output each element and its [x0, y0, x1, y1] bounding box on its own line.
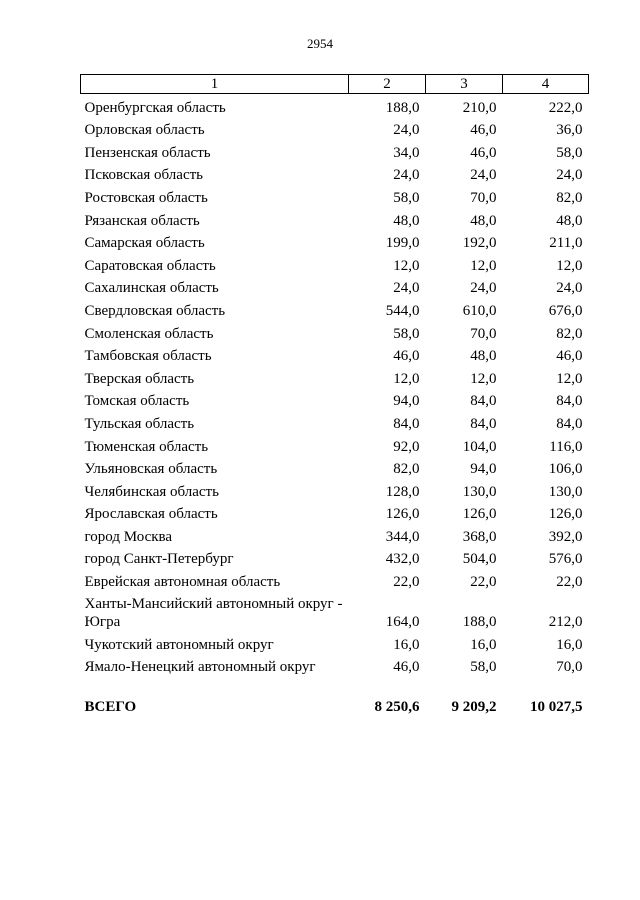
value-col-3: 24,0 — [470, 280, 497, 297]
table-row — [81, 591, 589, 631]
value-col-4: 84,0 — [556, 393, 583, 410]
value-col-3: 368,0 — [462, 528, 497, 545]
value-col-3: 610,0 — [462, 302, 497, 319]
value-col-3: 22,0 — [470, 574, 497, 591]
table-row — [81, 297, 589, 320]
value-col-2: 22,0 — [393, 574, 420, 591]
value-col-3: 210,0 — [462, 99, 497, 116]
value-col-3: 504,0 — [462, 551, 497, 568]
region-name: Чукотский автономный округ — [84, 636, 274, 653]
value-col-4: 576,0 — [548, 551, 583, 568]
total-value-col-4: 10 027,5 — [530, 699, 583, 716]
value-col-4: 82,0 — [556, 325, 583, 342]
value-col-3: 58,0 — [470, 659, 497, 676]
data-table — [80, 74, 589, 716]
table-row — [81, 230, 589, 253]
value-col-4: 211,0 — [549, 235, 583, 252]
value-col-4: 212,0 — [548, 614, 583, 631]
total-label: ВСЕГО — [84, 699, 137, 716]
table-row — [81, 523, 589, 546]
value-col-3: 126,0 — [462, 506, 497, 523]
value-col-4: 84,0 — [556, 415, 583, 432]
table-row — [81, 275, 589, 298]
table-row — [81, 501, 589, 524]
table-body — [81, 94, 589, 717]
value-col-4: 116,0 — [549, 438, 583, 455]
value-col-2: 92,0 — [393, 438, 420, 455]
total-value-col-2: 8 250,6 — [374, 699, 420, 716]
table-row — [81, 184, 589, 207]
value-col-3: 84,0 — [470, 415, 497, 432]
table-row — [81, 546, 589, 569]
table-row — [81, 631, 589, 654]
value-col-3: 48,0 — [470, 348, 497, 365]
value-col-3: 130,0 — [462, 483, 497, 500]
value-col-2: 164,0 — [385, 614, 420, 631]
value-col-4: 12,0 — [556, 370, 583, 387]
table-row — [81, 654, 589, 677]
region-name: город Москва — [84, 528, 173, 545]
value-col-4: 106,0 — [548, 461, 583, 478]
table-row — [81, 343, 589, 366]
value-col-2: 24,0 — [393, 280, 420, 297]
table-row — [81, 365, 589, 388]
value-col-4: 48,0 — [556, 212, 583, 229]
value-col-2: 58,0 — [393, 189, 420, 206]
value-col-2: 544,0 — [385, 302, 420, 319]
header-col-1: 1 — [81, 75, 349, 94]
value-col-2: 34,0 — [393, 144, 420, 161]
value-col-4: 24,0 — [556, 167, 583, 184]
value-col-3: 46,0 — [470, 144, 497, 161]
value-col-4: 46,0 — [556, 348, 583, 365]
table-row — [81, 568, 589, 591]
value-col-2: 432,0 — [385, 551, 420, 568]
value-col-3: 188,0 — [462, 614, 497, 631]
value-col-2: 58,0 — [393, 325, 420, 342]
table-row — [81, 139, 589, 162]
value-col-2: 344,0 — [385, 528, 420, 545]
region-name: Оренбургская область — [84, 99, 226, 116]
value-col-4: 36,0 — [556, 122, 583, 139]
value-col-3: 24,0 — [470, 167, 497, 184]
value-col-3: 94,0 — [470, 461, 497, 478]
value-col-3: 48,0 — [470, 212, 497, 229]
header-col-4: 4 — [503, 75, 589, 94]
region-name: Рязанская область — [84, 212, 200, 229]
region-name: Томская область — [84, 393, 190, 410]
value-col-2: 46,0 — [393, 659, 420, 676]
value-col-2: 12,0 — [393, 370, 420, 387]
region-name: Еврейская автономная область — [84, 574, 281, 591]
value-col-2: 24,0 — [393, 122, 420, 139]
value-col-4: 58,0 — [556, 144, 583, 161]
region-name: Смоленская область — [84, 325, 214, 342]
value-col-3: 104,0 — [462, 438, 497, 455]
value-col-2: 128,0 — [385, 483, 420, 500]
table-row — [81, 478, 589, 501]
value-col-4: 222,0 — [548, 99, 583, 116]
table-row — [81, 410, 589, 433]
header-row — [81, 75, 589, 94]
region-name: Орловская область — [84, 122, 205, 139]
region-name: Ханты-Мансийский автономный округ - Югра — [84, 596, 343, 631]
value-col-4: 676,0 — [548, 302, 583, 319]
value-col-4: 82,0 — [556, 189, 583, 206]
table-row — [81, 117, 589, 140]
value-col-3: 70,0 — [470, 189, 497, 206]
value-col-4: 126,0 — [548, 506, 583, 523]
table-row — [81, 94, 589, 117]
value-col-4: 12,0 — [556, 257, 583, 274]
region-name: Тульская область — [84, 415, 195, 432]
table-row — [81, 207, 589, 230]
region-name: Псковская область — [84, 167, 203, 184]
region-name: Саратовская область — [84, 257, 216, 274]
value-col-4: 70,0 — [556, 659, 583, 676]
header-col-2: 2 — [349, 75, 426, 94]
value-col-3: 12,0 — [470, 370, 497, 387]
value-col-4: 22,0 — [556, 574, 583, 591]
value-col-3: 70,0 — [470, 325, 497, 342]
value-col-4: 16,0 — [556, 636, 583, 653]
region-name: Пензенская область — [84, 144, 211, 161]
region-name: Ульяновская область — [84, 461, 218, 478]
region-name: Свердловская область — [84, 302, 226, 319]
total-row — [81, 676, 589, 716]
region-name: Самарская область — [84, 235, 205, 252]
value-col-4: 392,0 — [548, 528, 583, 545]
value-col-4: 130,0 — [548, 483, 583, 500]
value-col-2: 24,0 — [393, 167, 420, 184]
table-row — [81, 456, 589, 479]
region-name: Тюменская область — [84, 438, 209, 455]
value-col-2: 188,0 — [385, 99, 420, 116]
value-col-2: 94,0 — [393, 393, 420, 410]
total-value-col-3: 9 209,2 — [451, 699, 497, 716]
region-name: Тверская область — [84, 370, 195, 387]
value-col-3: 16,0 — [470, 636, 497, 653]
table-row — [81, 388, 589, 411]
region-name: город Санкт-Петербург — [84, 551, 234, 568]
table-row — [81, 162, 589, 185]
region-name: Челябинская область — [84, 483, 219, 500]
region-name: Тамбовская область — [84, 348, 212, 365]
page-number: 2954 — [307, 36, 333, 51]
table-row — [81, 433, 589, 456]
value-col-3: 46,0 — [470, 122, 497, 139]
value-col-2: 46,0 — [393, 348, 420, 365]
region-name: Ростовская область — [84, 189, 208, 206]
value-col-2: 82,0 — [393, 461, 420, 478]
value-col-4: 24,0 — [556, 280, 583, 297]
value-col-3: 192,0 — [462, 235, 497, 252]
table-header — [81, 75, 589, 94]
value-col-3: 12,0 — [470, 257, 497, 274]
value-col-2: 12,0 — [393, 257, 420, 274]
value-col-2: 126,0 — [385, 506, 420, 523]
table-row — [81, 252, 589, 275]
region-name: Сахалинская область — [84, 280, 219, 297]
table-row — [81, 320, 589, 343]
value-col-2: 16,0 — [393, 636, 420, 653]
region-name: Ямало-Ненецкий автономный округ — [84, 659, 316, 676]
value-col-3: 84,0 — [470, 393, 497, 410]
value-col-2: 84,0 — [393, 415, 420, 432]
value-col-2: 199,0 — [385, 235, 420, 252]
header-col-3: 3 — [426, 75, 503, 94]
region-name: Ярославская область — [84, 506, 218, 523]
value-col-2: 48,0 — [393, 212, 420, 229]
